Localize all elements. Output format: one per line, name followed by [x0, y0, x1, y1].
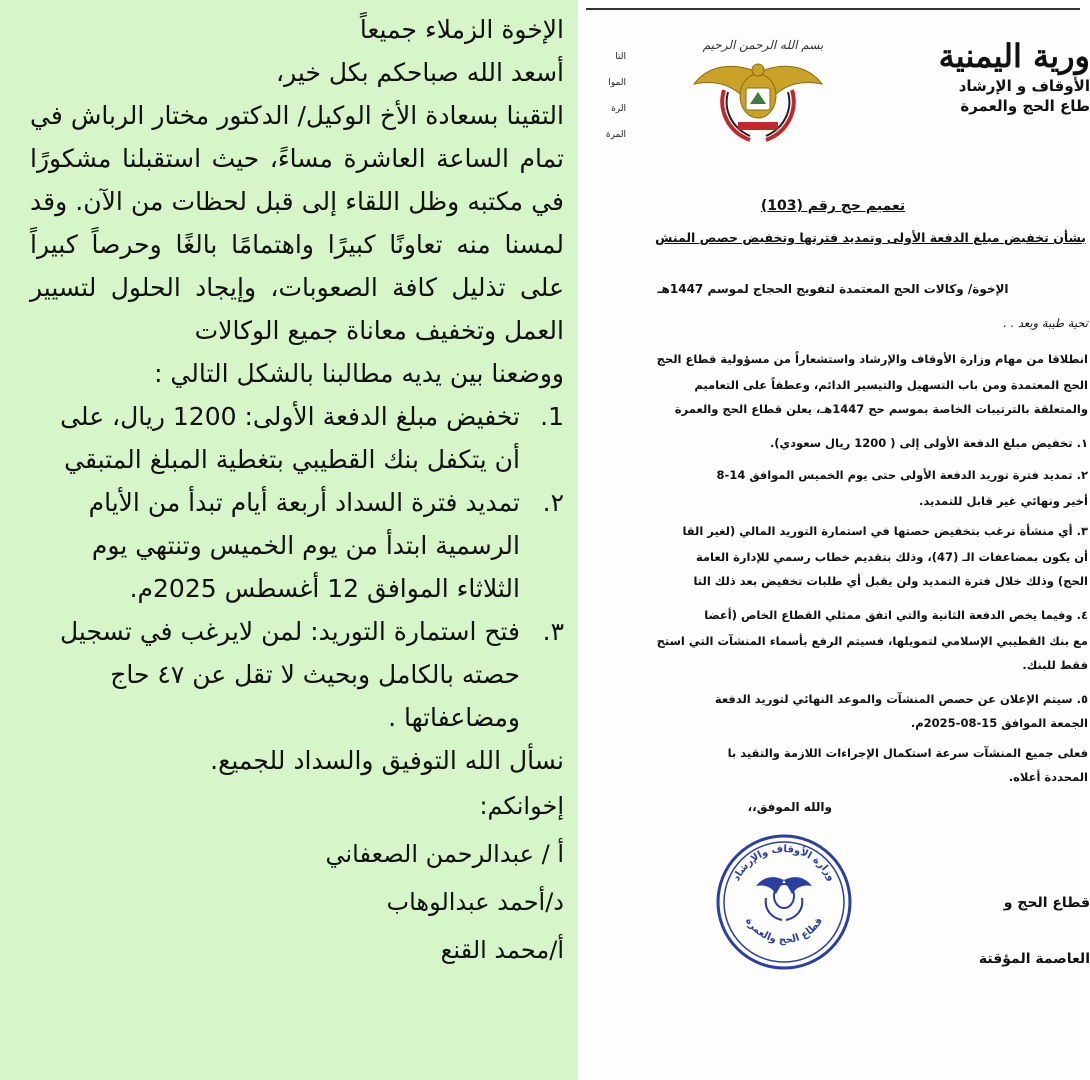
ministry-line-3: طاع الحج والعمرة	[960, 97, 1090, 115]
header-rule	[586, 8, 1080, 10]
basmala: بسم الله الرحمن الرحيم	[702, 38, 824, 52]
circular-signature	[940, 875, 1090, 987]
circular-line: ٥. سيتم الإعلان عن حصص المنشآت والموعد النهائي لتوريد الدفعة	[714, 692, 1088, 706]
signature-line: العاصمة المؤقتة	[978, 951, 1090, 967]
svg-text:وزارة الأوقاف والإرشاد: وزارة الأوقاف والإرشاد	[731, 843, 837, 883]
circular-line: أن يكون بمضاعفات الـ (47)، وذلك بتقديم خطاب رسمي للإدارة العامة	[695, 550, 1088, 564]
eagle-emblem-icon	[688, 50, 828, 150]
circular-line: ٤. وفيما يخص الدفعة الثانية والتي اتفق ممثلي القطاع الخاص (أعضا	[704, 608, 1088, 622]
signature-line: قطاع الحج و	[1003, 895, 1090, 911]
circular-line: الجمعة الموافق 15-08-2025م.	[910, 716, 1088, 730]
demand-number: 1.	[540, 402, 564, 431]
demands-list	[30, 395, 564, 739]
ministry-line-2: الأوقاف و الإرشاد	[958, 77, 1090, 95]
demand-text: فتح استمارة التوريد: لمن لايرغب في تسجيل حصته بالكامل وبحيث لا تقل عن ٤٧ حاج ومضاعفاتها .	[60, 617, 520, 732]
message-brothers: إخوانكم:	[479, 792, 564, 820]
circular-greeting: تحية طيبة وبعد . .	[1003, 316, 1088, 330]
message-body: التقينا بسعادة الأخ الوكيل/ الدكتور مختار الرباش في تمام الساعة العاشرة مساءً، حيث استقبلنا مشكورًا في مكتبه وظل اللقاء إلى قبل لحظات من الآن. وقد لمسنا منه تعاونًا كبيرًا واهتمامًا بالغًا وحرصاً كبيراً على تذليل كافة الصعوبات، وإيجاد الحلول لتسيير العمل وتخفيف معاناة جميع الوكالات	[30, 101, 564, 345]
circular-line: مع بنك القطيبي الإسلامي لتمويلها، فسيتم الرفع بأسماء المنشآت التي استح	[656, 634, 1088, 648]
message-morning: أسعد الله صباحكم بكل خير،	[276, 58, 564, 87]
circular-subject: بشأن تخفيض مبلغ الدفعة الأولى وتمديد فترتها وتخفيض حصص المنش	[655, 230, 1086, 245]
circular-line: فقط للبنك.	[1022, 658, 1088, 672]
demand-text: تخفيض مبلغ الدفعة الأولى: 1200 ريال، على أن يتكفل بنك القطيبي بتغطية المبلغ المتبقي	[60, 402, 520, 474]
reference-label: التا	[615, 52, 626, 62]
svg-text:قطاع الحج والعمرة: قطاع الحج والعمرة	[742, 915, 826, 946]
circular-line: الحج) وذلك خلال فترة التمديد ولن يقبل أي طلبات تخفيض بعد ذلك التا	[693, 574, 1088, 588]
demand-item	[30, 610, 564, 739]
circular-title: تعميم حج رقم (103)	[760, 198, 906, 214]
circular-line: انطلاقا من مهام وزارة الأوقاف والإرشاد واستشعاراً من مسؤولية قطاع الحج	[656, 352, 1088, 366]
circular-line: الحج المعتمدة ومن باب التسهيل والتيسير الدائم، وعطفاً على التعاميم	[694, 378, 1088, 392]
circular-closing: والله الموفق،،	[747, 800, 832, 814]
demand-item	[30, 481, 564, 610]
circular-line: ٢. تمديد فترة توريد الدفعة الأولى حتى يوم الخميس الموافق 14-8	[716, 468, 1088, 482]
ministry-header	[890, 36, 1090, 116]
signatory-name: د/أحمد عبدالوهاب	[386, 888, 564, 916]
official-stamp-icon	[714, 832, 854, 972]
reference-label: الرة	[611, 104, 626, 114]
message-greeting: الإخوة الزملاء جميعاً	[359, 15, 564, 44]
circular-line: ٣. أي منشأة ترغب بتخفيض حصتها في استمارة التوريد المالي (لغير القا	[682, 524, 1088, 538]
signatory-name: أ/محمد القنع	[440, 936, 564, 964]
reference-label: الموا	[608, 78, 626, 88]
circular-line: فعلى جميع المنشآت سرعة استكمال الإجراءات اللازمة والتقيد با	[727, 746, 1088, 760]
circular-line: ١. تخفيض مبلغ الدفعة الأولى إلى ( 1200 ريال سعودي).	[769, 436, 1088, 450]
scanned-circular	[586, 0, 1090, 1080]
reference-label: المرة	[605, 130, 626, 140]
circular-addressee: الإخوة/ وكالات الحج المعتمدة لتفويج الحجاج لموسم 1447هـ	[657, 282, 1009, 296]
message-intro: ووضعنا بين يديه مطالبنا بالشكل التالي :	[154, 359, 564, 388]
demand-item	[30, 395, 564, 481]
demand-text: تمديد فترة السداد أربعة أيام تبدأ من الأيام الرسمية ابتدأ من يوم الخميس وتنتهي يوم الثلاثاء الموافق 12 أغسطس 2025م.	[88, 488, 520, 603]
circular-line: والمتعلقة بالترتيبات الخاصة بموسم حج 1447هـ، يعلن قطاع الحج والعمرة	[674, 402, 1088, 416]
message-closing: نسأل الله التوفيق والسداد للجميع.	[210, 746, 564, 775]
demand-number: ٣.	[542, 617, 564, 646]
ministry-line-1: ورية اليمنية	[938, 37, 1090, 75]
signatories	[30, 782, 564, 974]
circular-line: المحددة أعلاه.	[1008, 770, 1088, 784]
demand-number: ٢.	[542, 488, 564, 517]
signatory-name: أ / عبدالرحمن الصعفاني	[325, 840, 564, 868]
reference-labels	[605, 44, 626, 148]
circular-line: أخير ونهائي غير قابل للتمديد.	[919, 494, 1088, 508]
